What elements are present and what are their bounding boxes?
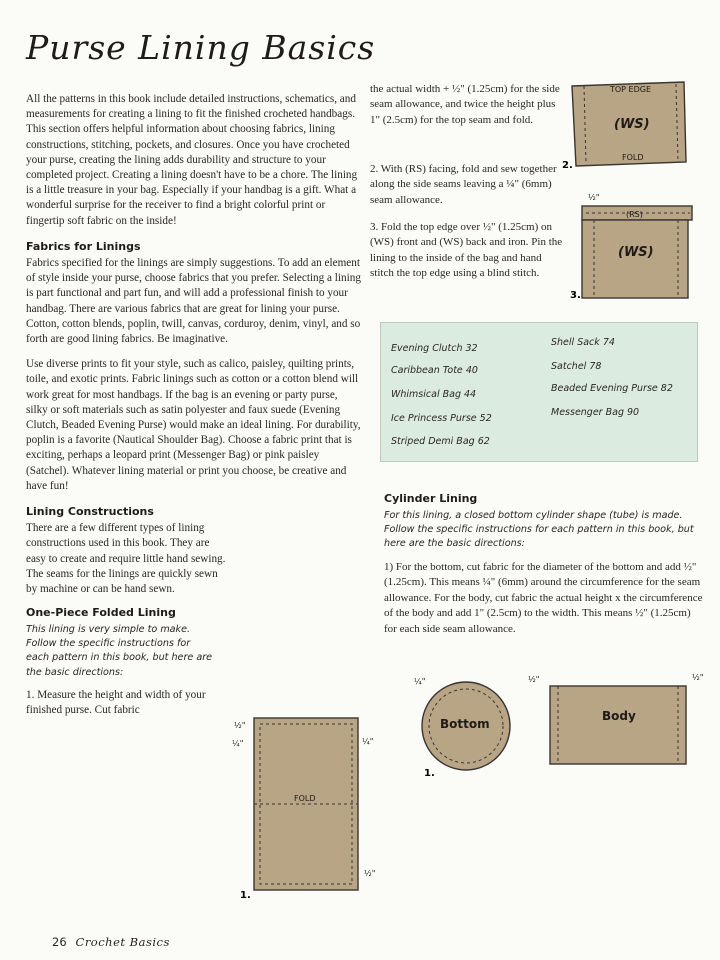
cylinder-heading: Cylinder Lining [384,492,478,505]
step-3: 3. Fold the top edge over ½" (1.25cm) on (WS) front and (WS) back and iron. Pin the lining to the inside of the bag and hand stitch the top edge using a blind stitch. [370,221,563,280]
half-inch-label-body-left: ½" [528,675,540,684]
body-rectangle [550,686,686,764]
cylinder-subtitle: For this lining, a closed bottom cylinder shape (tube) is made. Follow the specific instructions for each pattern in this book, but here are the basic directions: [384,509,694,550]
one-piece-heading: One-Piece Folded Lining [26,606,176,620]
cylinder-step-1: 1) For the bottom, cut fabric for the diameter of the bottom and add ½" (1.25cm). This means ¼" (6mm) around the circumference for the seam allowance. For the body, cut fabric the actual height x the circumference of the body and add 1" (2.5cm) to the width. This means ½" (1.25cm) for each side seam allowance. [384,560,703,635]
step-3-number: 3. [570,290,581,301]
fold-label: FOLD [294,794,316,803]
pattern-item: Evening Clutch 32 [391,343,478,354]
half-inch-label-body-right: ½" [692,673,704,682]
pattern-item: Messenger Bag 90 [551,407,640,418]
ws-label: (WS) [614,117,650,132]
quarter-inch-label-left: ¼" [232,739,244,748]
sewn-lining-diagram [562,76,698,172]
pattern-list-box [380,322,698,462]
ws-label-step3: (WS) [618,245,654,260]
step-1-continued: the actual width + ½" (1.25cm) for the side seam allowance, and twice the height plus 1" (2.5cm) for the top seam and fold. [370,83,560,126]
fold-label-2: FOLD [622,153,644,162]
pattern-item: Whimsical Bag 44 [391,389,477,400]
intro-paragraph: All the patterns in this book include detailed instructions, schematics, and measurements for creating a lining to fit the finished crocheted handbags. This section offers helpful information about choosing fabrics, lining constructions, stitching, pockets, and closures. Once you have crocheted your purse, creating the lining adds durability and structure to your completed project. Creating a lining doesn't have to be a chore. The lining is a little treasure in your bag. Especially if your handbag is a gift. What a wonderful surprise for the receiver to find a bright colorful print or fingertip soft fabric on the inside! [26,93,358,227]
left-column [26,92,362,729]
quarter-inch-label-bottom: ¼" [414,677,426,686]
cylinder-section [384,485,706,637]
rs-label: (RS) [626,210,643,219]
page-footer [52,935,170,949]
half-inch-label-top: ½" [234,721,246,730]
pattern-item: Satchel 78 [551,361,602,372]
one-piece-step-1: 1. Measure the height and width of your finished purse. Cut fabric [26,689,206,717]
pattern-item: Ice Princess Purse 52 [391,413,492,424]
fabrics-heading: Fabrics for Linings [26,239,141,253]
pattern-item: Caribbean Tote 40 [391,365,478,376]
fabrics-paragraph-1: Fabrics specified for the linings are simply suggestions. To add an element of style inside your purse, choose fabrics that you prefer. Selecting a lining is part functional and part fun, and will add a professional finish to your handbag. There are various fabrics that are great for lining your purse. Cotton, cotton blends, poplin, twill, canvas, corduroy, denim, vinyl, and so forth are good lining fabrics. Be imaginative. [26,257,361,346]
step-1-number: 1. [240,890,251,901]
pattern-item: Striped Demi Bag 62 [391,436,490,447]
page-number: 26 [52,935,67,949]
quarter-inch-label-right: ¼" [362,737,374,746]
folded-top-diagram [566,190,700,304]
constructions-heading: Lining Constructions [26,505,154,519]
half-inch-label-step3: ½" [588,193,600,202]
cylinder-diagram [400,670,706,780]
folded-lining-diagram [228,712,378,902]
step-2: 2. With (RS) facing, fold and sew together along the side seams leaving a ¼" (6mm) seam allowance. [370,163,557,206]
page-title: Purse Lining Basics [26,28,376,67]
constructions-paragraph: There are a few different types of lining constructions used in this book. They are easy to create and require little hand sewing. The seams for the linings are quickly sewn by machine or can be hand sewn. [26,522,226,596]
pattern-item: Shell Sack 74 [551,337,615,348]
half-inch-label-bottom: ½" [364,869,376,878]
cylinder-step-number: 1. [424,768,435,779]
step-2-number: 2. [562,160,573,171]
bottom-label: Bottom [440,717,490,731]
top-edge-label: TOP EDGE [610,85,652,94]
lining-fabric-rect [254,718,358,890]
fabrics-paragraph-2: Use diverse prints to fit your style, such as calico, paisley, quilting prints, toile, and exotic prints. Fabric linings such as cotton or a cotton blend will work great for most handbags. If the bag is an evening or party purse, silky or soft materials such as satin polyester and faux suede (Evening Clutch, Beaded Evening Purse) would make an ideal lining. For durability, poplin is a favorite (Nautical Shoulder Bag). Choose a fabric print that is exciting, perhaps a leopard print (Messenger Bag) or pink paisley (Satchel). Whatever lining material or print you choose, be creative and have fun! [26,358,361,492]
section-name: Crochet Basics [75,935,170,949]
body-label: Body [602,709,636,723]
pattern-item: Beaded Evening Purse 82 [551,383,673,394]
one-piece-subtitle: This lining is very simple to make. Follow the specific instructions for each pattern in this book, but here are the basic directions: [26,623,213,678]
